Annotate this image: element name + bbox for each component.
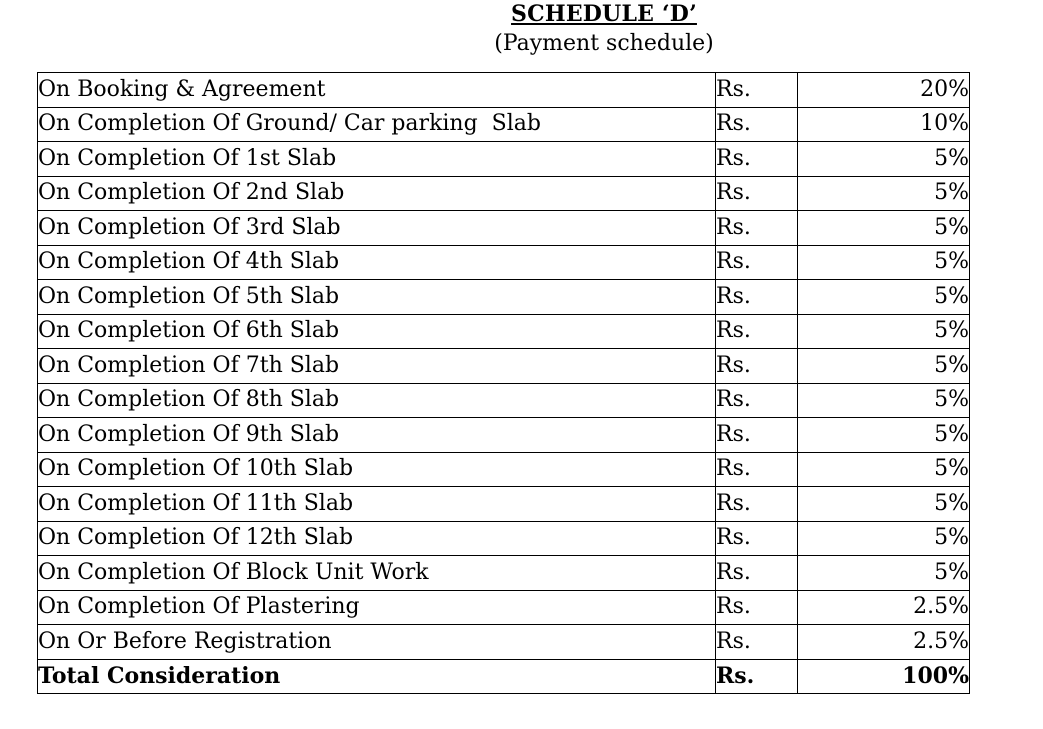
table-row <box>38 314 970 349</box>
row-label: On Completion Of Ground/ Car parking Slab <box>38 107 716 142</box>
total-currency: Rs. <box>716 659 798 694</box>
row-currency: Rs. <box>716 452 798 487</box>
row-percent: 10% <box>798 107 970 142</box>
row-label: On Completion Of 10th Slab <box>38 452 716 487</box>
row-percent: 2.5% <box>798 625 970 660</box>
row-currency: Rs. <box>716 314 798 349</box>
row-currency: Rs. <box>716 487 798 522</box>
row-currency: Rs. <box>716 73 798 108</box>
row-label: On Completion Of 6th Slab <box>38 314 716 349</box>
row-percent: 5% <box>798 176 970 211</box>
row-label: On Completion Of 2nd Slab <box>38 176 716 211</box>
row-currency: Rs. <box>716 245 798 280</box>
row-percent: 5% <box>798 521 970 556</box>
payment-schedule-table <box>37 72 970 694</box>
row-percent: 5% <box>798 280 970 315</box>
row-percent: 20% <box>798 73 970 108</box>
schedule-subtitle: (Payment schedule) <box>494 31 714 56</box>
row-label: On Completion Of 1st Slab <box>38 142 716 177</box>
row-currency: Rs. <box>716 107 798 142</box>
row-currency: Rs. <box>716 211 798 246</box>
row-label: On Completion Of 12th Slab <box>38 521 716 556</box>
row-label: On Completion Of 4th Slab <box>38 245 716 280</box>
row-label: On Completion Of 9th Slab <box>38 418 716 453</box>
row-currency: Rs. <box>716 142 798 177</box>
table-row <box>38 245 970 280</box>
row-currency: Rs. <box>716 176 798 211</box>
table-row <box>38 556 970 591</box>
row-currency: Rs. <box>716 625 798 660</box>
row-percent: 5% <box>798 211 970 246</box>
row-label: On Completion Of 11th Slab <box>38 487 716 522</box>
table-row <box>38 142 970 177</box>
row-currency: Rs. <box>716 556 798 591</box>
row-label: On Completion Of 3rd Slab <box>38 211 716 246</box>
row-label: On Completion Of 7th Slab <box>38 349 716 384</box>
table-row <box>38 418 970 453</box>
table-row <box>38 211 970 246</box>
row-percent: 5% <box>798 418 970 453</box>
row-currency: Rs. <box>716 349 798 384</box>
row-currency: Rs. <box>716 418 798 453</box>
row-label: On Completion Of 8th Slab <box>38 383 716 418</box>
row-label: On Or Before Registration <box>38 625 716 660</box>
table-row <box>38 487 970 522</box>
row-label: On Booking & Agreement <box>38 73 716 108</box>
table-row <box>38 349 970 384</box>
table-row <box>38 280 970 315</box>
total-percent: 100% <box>798 659 970 694</box>
row-percent: 5% <box>798 383 970 418</box>
table-row <box>38 521 970 556</box>
table-row <box>38 176 970 211</box>
row-percent: 5% <box>798 487 970 522</box>
row-percent: 5% <box>798 314 970 349</box>
schedule-title: SCHEDULE ‘D’ <box>511 1 697 27</box>
row-currency: Rs. <box>716 590 798 625</box>
row-label: On Completion Of Block Unit Work <box>38 556 716 591</box>
row-percent: 2.5% <box>798 590 970 625</box>
row-label: On Completion Of 5th Slab <box>38 280 716 315</box>
row-currency: Rs. <box>716 383 798 418</box>
total-label: Total Consideration <box>38 659 716 694</box>
row-percent: 5% <box>798 349 970 384</box>
row-percent: 5% <box>798 556 970 591</box>
row-percent: 5% <box>798 142 970 177</box>
row-percent: 5% <box>798 452 970 487</box>
row-currency: Rs. <box>716 521 798 556</box>
table-row <box>38 73 970 108</box>
total-row <box>38 659 970 694</box>
table-row <box>38 452 970 487</box>
table-row <box>38 625 970 660</box>
row-currency: Rs. <box>716 280 798 315</box>
row-percent: 5% <box>798 245 970 280</box>
row-label: On Completion Of Plastering <box>38 590 716 625</box>
table-row <box>38 590 970 625</box>
table-row <box>38 107 970 142</box>
table-row <box>38 383 970 418</box>
